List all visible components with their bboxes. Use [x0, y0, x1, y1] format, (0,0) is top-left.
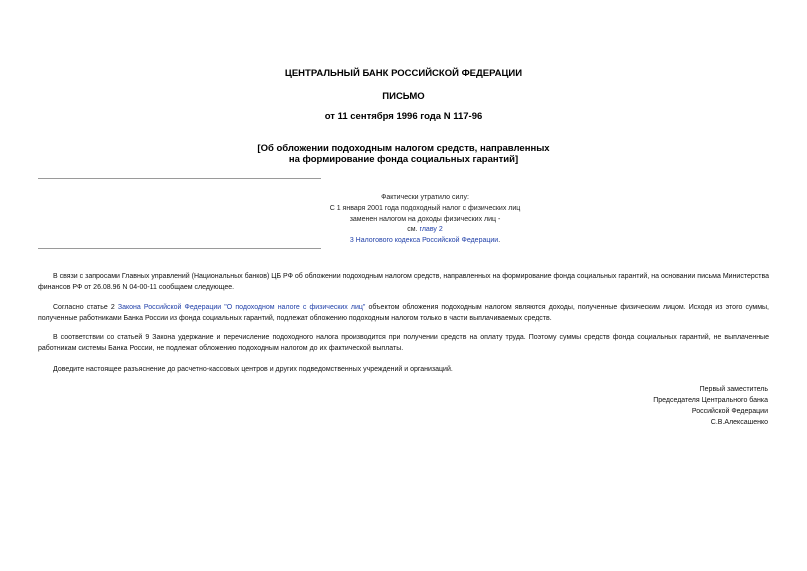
top-divider	[38, 178, 321, 179]
note-line5	[250, 236, 600, 247]
doc-title	[0, 143, 807, 165]
paragraph-1: В связи с запросами Главных управлений (Национальных банков) ЦБ РФ об обложении подоходным налогом средств, направленных на формирование фонда социальных гарантий, на основании письма Министерства финансов РФ от 26.08.96 N 04-00-11 сообщаем следующее.	[38, 273, 769, 291]
paragraph-4: Доведите настоящее разъяснение до расчетно-кассовых центров и других подведомственных учреждений и организаций.	[53, 366, 453, 373]
signature-line3: Российской Федерации	[691, 408, 768, 415]
doc-date-number: от 11 сентября 1996 года N 117-96	[324, 111, 483, 122]
note-line1: Фактически утратило силу:	[381, 194, 469, 201]
signature-line2: Председателя Центрального банка	[653, 397, 768, 404]
note-line2: С 1 января 2001 года подоходный налог с физических лиц	[329, 204, 521, 212]
paragraph-3: В соответствии со статьей 9 Закона удержание и перечисление подоходного налога производится при получении средств на оплату труда. Поэтому суммы средств фонда социальных гарантий, не выплаченные работникам системы Банка России, не подлежат обложению подоходным налогом до их фактической выплаты.	[38, 334, 769, 352]
signature-block	[653, 384, 768, 428]
doc-title-line2: на формирование фонда социальных гарантий]	[288, 154, 519, 165]
signature-line1: Первый заместитель	[699, 386, 768, 393]
income-tax-law-link[interactable]: Закона Российской Федерации "О подоходном налоге с физических лиц"	[117, 304, 366, 311]
note-line3: заменен налогом на доходы физических лиц -	[349, 215, 501, 223]
note-line4	[250, 225, 600, 236]
p2-prefix: Согласно статье 2	[53, 304, 118, 311]
tax-code-link[interactable]: 3 Налогового кодекса Российской Федерации	[349, 237, 499, 245]
org-name: ЦЕНТРАЛЬНЫЙ БАНК РОССИЙСКОЙ ФЕДЕРАЦИИ	[284, 68, 523, 79]
doc-title-line1: [Об обложении подоходным налогом средств, направленных	[257, 143, 550, 154]
doc-type: ПИСЬМО	[382, 91, 425, 102]
signature-name: С.В.Алексашенко	[710, 419, 768, 426]
p2-suffix: объектом обложения подоходным налогом являются доходы, полученные физическим лицом. Исходя из этого суммы, полученные работниками Банка России из фонда социальных гарантий, подлежат обложению подоходным налогом только в части выплачиваемых средств.	[38, 304, 769, 322]
paragraph-2	[38, 302, 769, 324]
note-line5-suffix: .	[498, 237, 501, 245]
note-line4-prefix: см.	[407, 226, 420, 234]
tax-code-chapter-link[interactable]: главу 2	[419, 226, 443, 234]
bottom-divider	[38, 248, 321, 249]
status-note	[250, 193, 600, 247]
